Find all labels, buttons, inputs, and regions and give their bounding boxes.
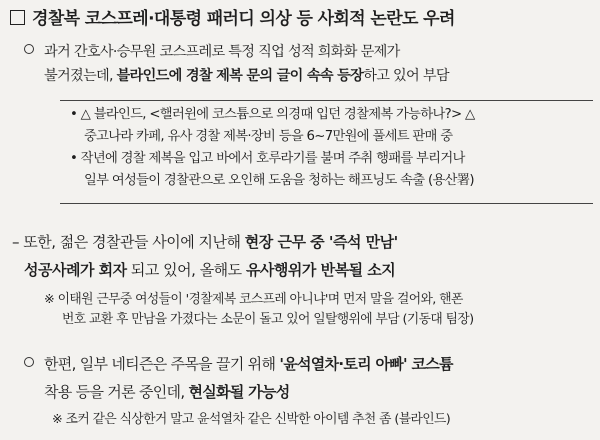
note-line: ※ 조커 같은 식상한거 말고 윤석열차 같은 신박한 아이템 추천 좀 (블라인드)	[52, 412, 451, 427]
paragraph-line: 한편, 일부 네티즌은 주목을 끌기 위해 '윤석열차·토리 아빠' 코스튬	[24, 350, 453, 378]
example-text	[70, 104, 474, 192]
note-line: ※ 이태원 근무중 여성들이 '경찰제복 코스프레 아니냐'며 먼저 말을 걸어와, 핸폰	[44, 292, 463, 307]
example-line: • 작년에 경찰 제복을 입고 바에서 호루라기를 불며 주취 행패를 부리거나	[70, 151, 465, 166]
section-heading	[10, 8, 595, 30]
note-blind	[52, 410, 450, 430]
paragraph-netizens	[24, 350, 453, 406]
example-line: 중고나라 카페, 유사 경찰 제복·장비 등을 6~7만원에 풀세트 판매 중	[84, 129, 453, 144]
checkbox-square-icon	[10, 10, 25, 25]
circle-bullet-icon	[24, 357, 34, 367]
paragraph-line: – 또한, 젊은 경찰관들 사이에 지난해 현장 근무 중 '즉석 만남'	[12, 233, 398, 251]
paragraph-line: 과거 간호사·승무원 코스프레로 특정 직업 성적 희화화 문제가	[24, 40, 449, 64]
paragraph-line: 성공사례가 회자 되고 있어, 올해도 유사행위가 반복될 소지	[24, 261, 396, 279]
note-line: 번호 교환 후 만남을 가졌다는 소문이 돌고 있어 일탈행위에 부담 (기동대 팀장)	[62, 312, 474, 327]
emphasis-text: 성공사례가 회자	[24, 261, 127, 279]
paragraph-young-officers	[12, 228, 398, 284]
paragraph-line: 불거졌는데, 블라인드에 경찰 제복 문의 글이 속속 등장하고 있어 부담	[44, 68, 449, 84]
paragraph-past-cases	[24, 40, 449, 88]
heading-text: 경찰복 코스프레·대통령 패러디 의상 등 사회적 논란도 우려	[32, 9, 455, 29]
example-line: • △ 블라인드, <핼러윈에 코스튬으로 의경때 입던 경찰제복 가능하나?> △	[70, 107, 475, 122]
note-itaewon	[44, 290, 474, 330]
emphasis-text: 블라인드에 경찰 제복 문의 글이 속속 등장	[116, 68, 364, 84]
circle-bullet-icon	[24, 44, 34, 54]
emphasis-text: 현장 근무 중 '즉석 만남'	[244, 233, 398, 251]
paragraph-line: 착용 등을 거론 중인데, 현실화될 가능성	[44, 383, 290, 401]
example-line: 일부 여성들이 경찰관으로 오인해 도움을 청하는 해프닝도 속출 (용산署)	[84, 173, 474, 188]
emphasis-text: 유사행위가 반복될 소지	[245, 261, 396, 279]
emphasis-text: 현실화될 가능성	[188, 383, 290, 401]
emphasis-text: '윤석열차·토리 아빠' 코스튬	[279, 355, 453, 373]
